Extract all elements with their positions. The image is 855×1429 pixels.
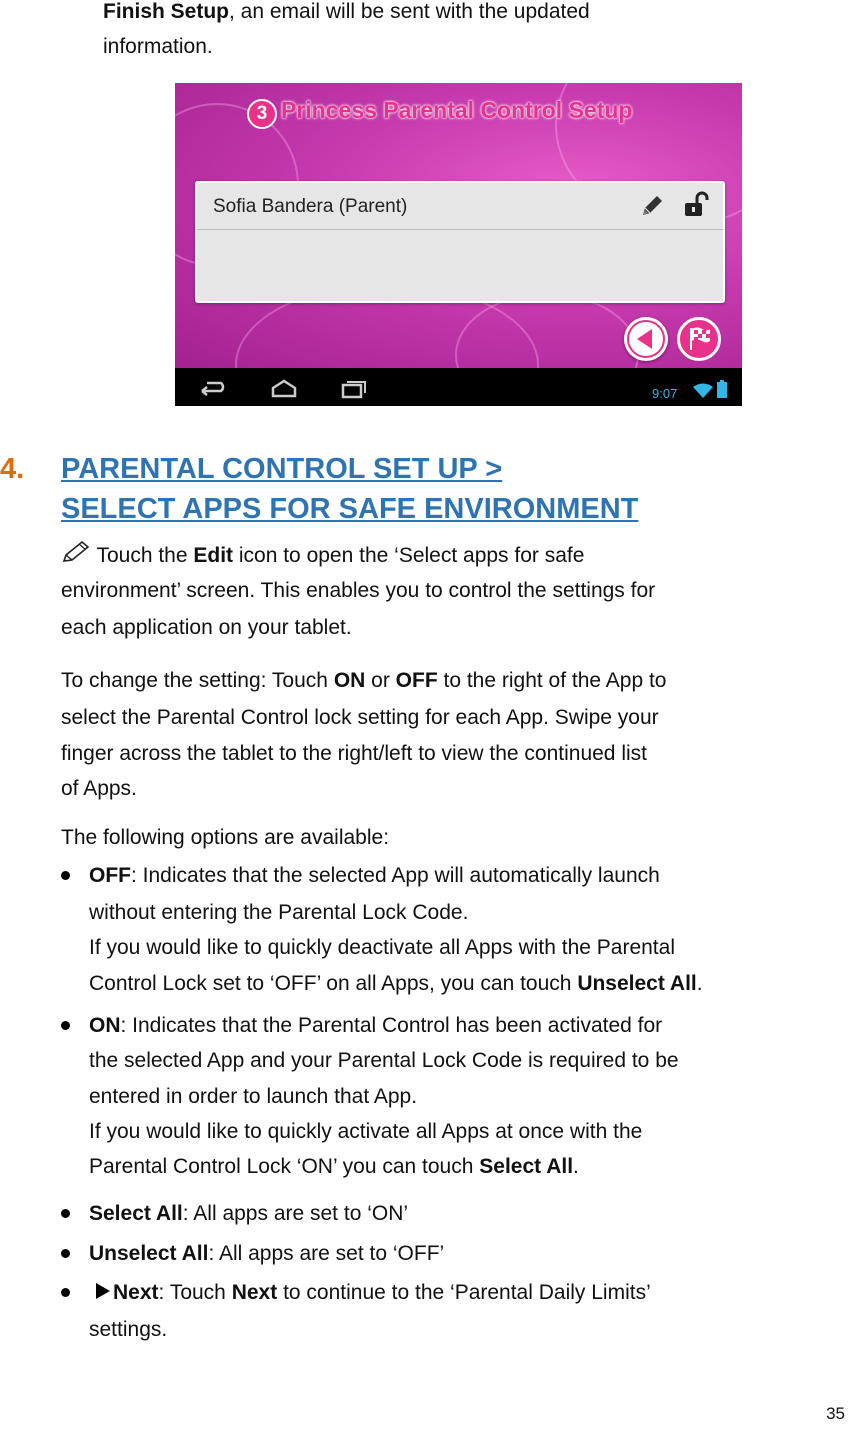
edit-term: Edit xyxy=(193,544,234,567)
next-option-line-1 xyxy=(89,1277,651,1309)
recent-apps-nav-icon[interactable] xyxy=(339,377,369,406)
unselect-all-option xyxy=(89,1238,444,1269)
setup-title: Princess Parental Control Setup xyxy=(281,97,633,123)
on-option-line-3: entered in order to launch that App. xyxy=(89,1085,418,1108)
off-text: Control Lock set to ‘OFF’ on all Apps, you can touch xyxy=(89,972,578,995)
step-badge: 3 xyxy=(247,99,277,129)
options-intro: The following options are available: xyxy=(61,826,390,849)
next-label: Next xyxy=(113,1281,159,1304)
back-arrow-icon xyxy=(624,317,668,361)
bullet-dot xyxy=(61,1209,70,1218)
next-text: : Touch xyxy=(158,1281,232,1304)
on-text: : Indicates that the Parental Control has been activated for xyxy=(120,1014,663,1037)
status-time: 9:07 xyxy=(652,386,678,401)
on-term: ON xyxy=(333,669,366,692)
back-nav-icon[interactable] xyxy=(199,377,229,406)
para2-line-2: select the Parental Control lock setting for each App. Swipe your xyxy=(61,706,659,729)
para2-text: to the right of the App to xyxy=(437,669,667,692)
pencil-edit-icon xyxy=(61,540,91,573)
on-option-line-1 xyxy=(89,1010,662,1041)
on-option-line-2: the selected App and your Parental Lock Code is required to be xyxy=(89,1049,679,1072)
parent-row[interactable] xyxy=(197,183,723,230)
intro-text: , an email will be sent with the updated xyxy=(229,0,590,23)
select-all-text: : All apps are set to ‘ON’ xyxy=(182,1202,409,1225)
unlocked-padlock-icon[interactable] xyxy=(683,191,709,228)
para1-text: icon to open the ‘Select apps for safe xyxy=(233,544,585,567)
tablet-screenshot xyxy=(175,83,742,406)
battery-icon xyxy=(717,376,727,406)
off-option-line-4 xyxy=(89,968,703,999)
unselect-all-term: Unselect All xyxy=(577,972,697,995)
bullet-dot xyxy=(61,1021,70,1030)
checkered-flag-icon xyxy=(680,320,718,358)
bullet-dot xyxy=(61,1288,70,1297)
off-option-line-2: without entering the Parental Lock Code. xyxy=(89,901,469,924)
android-navigation-bar xyxy=(175,368,742,406)
back-button[interactable] xyxy=(624,317,668,361)
intro-line-1 xyxy=(103,0,590,27)
parent-name: Sofia Bandera (Parent) xyxy=(213,196,408,217)
page-number: 35 xyxy=(826,1404,845,1423)
on-option-line-5 xyxy=(89,1151,579,1182)
para2-line-1 xyxy=(61,665,666,696)
para2-line-3: finger across the tablet to the right/left to view the continued list xyxy=(61,742,647,765)
unselect-all-text: : All apps are set to ‘OFF’ xyxy=(208,1242,445,1265)
next-option-line-2: settings. xyxy=(89,1318,168,1341)
parent-list-panel xyxy=(195,181,725,303)
unselect-all-label: Unselect All xyxy=(89,1242,209,1265)
bullet-dot xyxy=(61,1249,70,1258)
wifi-icon xyxy=(693,377,713,406)
next-term: Next xyxy=(231,1281,278,1304)
off-term: OFF xyxy=(395,669,438,692)
finish-flag-button[interactable] xyxy=(677,317,721,361)
off-option-line-3: If you would like to quickly deactivate all Apps with the Parental xyxy=(89,936,675,959)
select-all-term: Select All xyxy=(479,1155,574,1178)
bullet-dot xyxy=(61,871,70,880)
para2-text: or xyxy=(365,669,396,692)
para1-text: Touch the xyxy=(91,544,194,567)
para1-line-2: environment’ screen. This enables you to control the settings for xyxy=(61,579,656,602)
para1-line-3: each application on your tablet. xyxy=(61,616,352,639)
off-option-line-1 xyxy=(89,860,660,891)
select-all-label: Select All xyxy=(89,1202,183,1225)
section-number: 4. xyxy=(0,453,25,485)
pencil-edit-icon[interactable] xyxy=(639,193,665,228)
off-label: OFF xyxy=(89,864,131,887)
home-nav-icon[interactable] xyxy=(269,377,299,406)
para1-line-1 xyxy=(61,540,584,573)
off-text: . xyxy=(696,972,703,995)
section-heading-line-1[interactable]: PARENTAL CONTROL SET UP > xyxy=(61,453,503,485)
on-option-line-4: If you would like to quickly activate all Apps at once with the xyxy=(89,1120,643,1143)
next-arrow-icon xyxy=(95,1278,111,1309)
para2-text: To change the setting: Touch xyxy=(61,669,334,692)
para2-line-4: of Apps. xyxy=(61,777,137,800)
intro-line-2: information. xyxy=(103,35,213,58)
on-text: Parental Control Lock ‘ON’ you can touch xyxy=(89,1155,480,1178)
section-heading-line-2[interactable]: SELECT APPS FOR SAFE ENVIRONMENT xyxy=(61,493,639,525)
off-text: : Indicates that the selected App will automatically launch xyxy=(131,864,660,887)
select-all-option xyxy=(89,1198,408,1229)
on-label: ON xyxy=(89,1014,121,1037)
finish-setup-term: Finish Setup xyxy=(103,0,229,23)
on-text: . xyxy=(573,1155,579,1178)
next-text: to continue to the ‘Parental Daily Limits’ xyxy=(277,1281,651,1304)
